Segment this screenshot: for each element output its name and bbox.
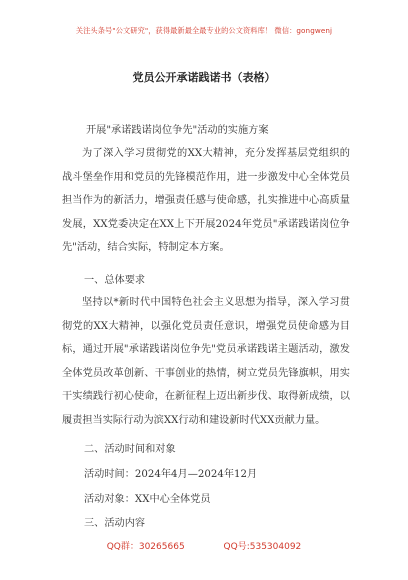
document-subtitle: 开展"承诺践诺岗位争先"活动的实施方案 bbox=[86, 125, 269, 136]
footer-qq-number: QQ号:535304092 bbox=[223, 542, 302, 552]
section-heading-time-and-target: 二、活动时间和对象 bbox=[84, 444, 176, 455]
footer-contact bbox=[0, 539, 408, 552]
general-requirements-paragraph: 坚持以*新时代中国特色社会主义思想为指导，深入学习贯彻党的XX大精神，以强化党员责任意识，增强党员使命感为目标，通过开展"承诺践诺岗位争先"党员承诺践诺主题活动，激发全体党员改革创新、干事创业的热情，树立党员先锋旗帜，用实干实绩践行初心使命，在新征程上迈出新步伐、取得新成绩，以履责担当实际行动为滨XX行动和建设新时代XX贡献力量。 bbox=[62, 297, 350, 426]
section-heading-general-requirements: 一、总体要求 bbox=[84, 275, 146, 286]
section-heading-activity-content: 三、活动内容 bbox=[84, 518, 146, 529]
intro-paragraph: 为了深入学习贯彻党的XX大精神，充分发挥基层党组织的战斗堡垒作用和党员的先锋模范作用，进一步激发中心全体党员担当作为的新活力，增强责任感与使命感，扎实推进中心高质量发展，XX党委决定在XX上下开展2024年党员"承诺践诺岗位争先"活动，结合实际，特制定本方案。 bbox=[62, 148, 350, 253]
page-title: 党员公开承诺践诺书（表格） bbox=[132, 71, 276, 84]
footer-qq-group: QQ群：30265665 bbox=[106, 542, 185, 552]
activity-time-line: 活动时间：2024年4月—2024年12月 bbox=[84, 469, 258, 480]
header-note: 关注头条号"公文研究"，获得最新最全最专业的公文资料库！ 微信：gongwenj bbox=[75, 26, 333, 35]
activity-target-line: 活动对象：XX中心全体党员 bbox=[84, 494, 211, 505]
